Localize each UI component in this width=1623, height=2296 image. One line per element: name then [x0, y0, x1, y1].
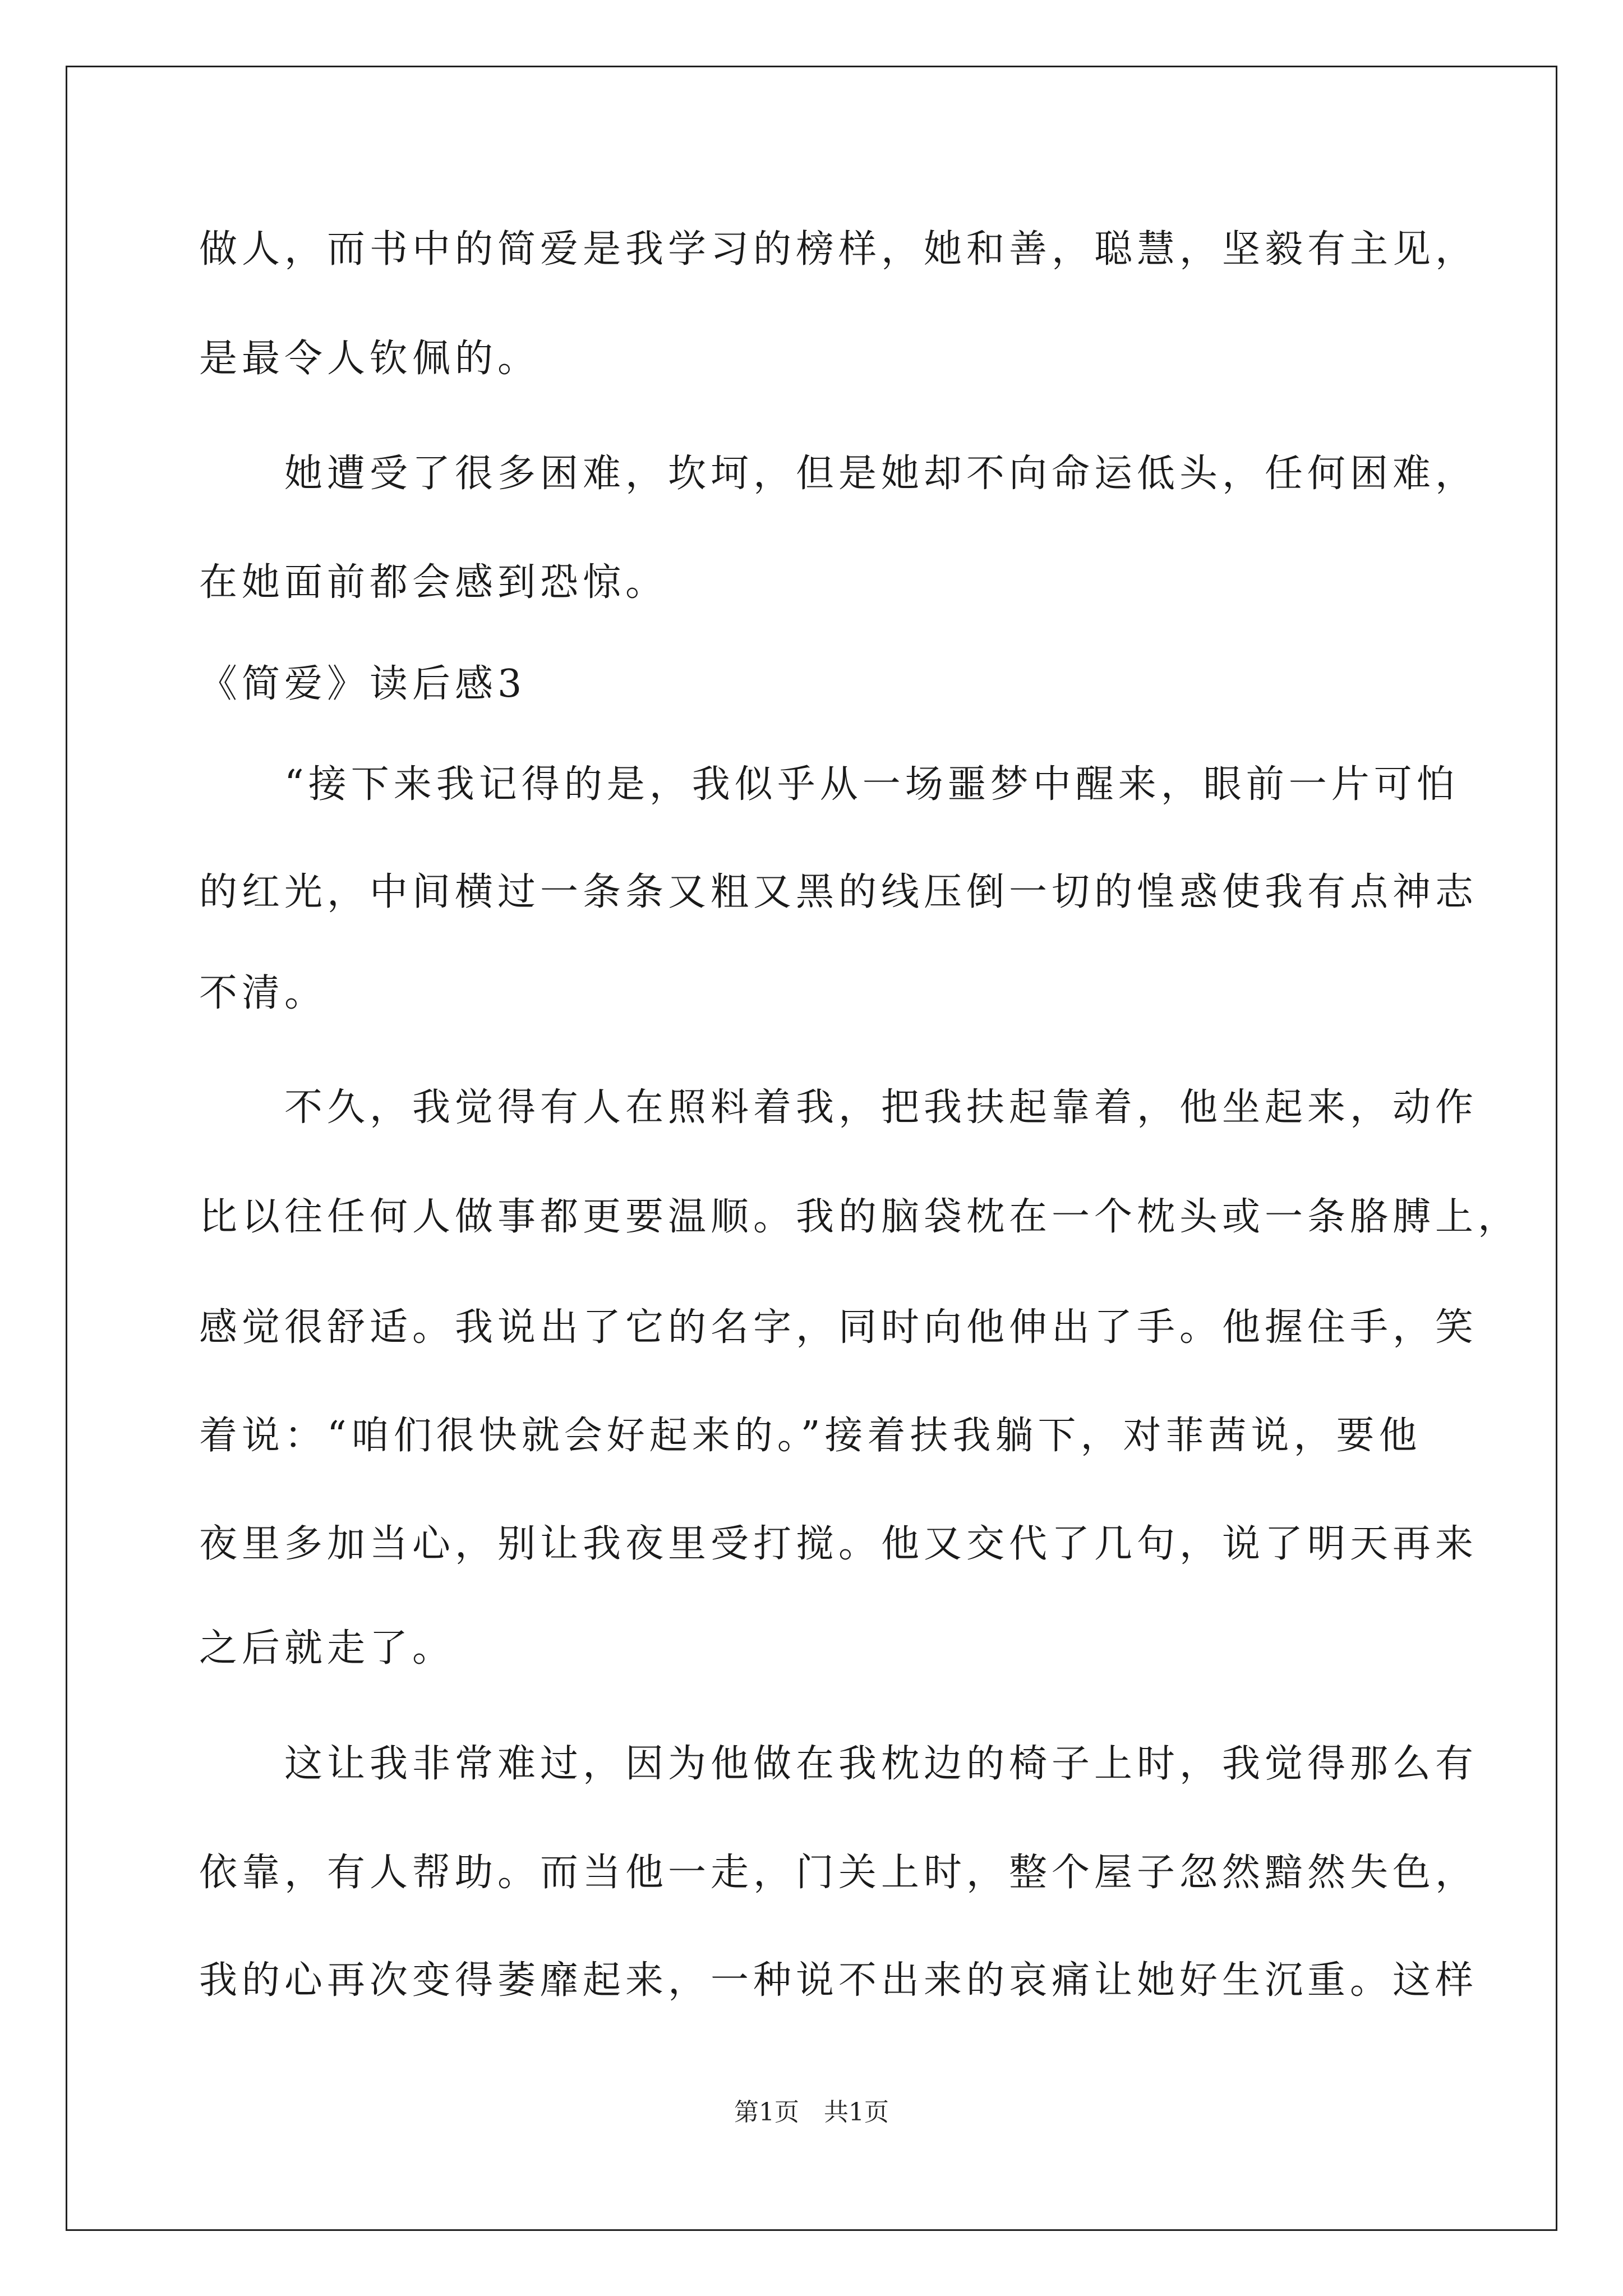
page-footer: 第1页 共1页: [734, 2098, 889, 2127]
text-line: 这让我非常难过，因为他做在我枕边的椅子上时，我觉得那么有: [199, 1742, 1478, 1786]
text-line: 感觉很舒适。我说出了它的名字，同时向他伸出了手。他握住手，笑: [199, 1305, 1478, 1350]
page-frame: [66, 66, 1557, 2231]
text-line: 的红光，中间横过一条条又粗又黑的线压倒一切的惶惑使我有点神志: [199, 870, 1478, 914]
text-line: 不清。: [199, 971, 328, 1015]
section-heading: 《简爱》读后感3: [199, 662, 527, 706]
text-line: 不久，我觉得有人在照料着我，把我扶起靠着，他坐起来，动作: [199, 1085, 1478, 1130]
text-line: 做人，而书中的简爱是我学习的榜样，她和善，聪慧，坚毅有主见，: [199, 227, 1478, 272]
text-line: 在她面前都会感到恐惊。: [199, 560, 668, 605]
text-line: 是最令人钦佩的。: [199, 337, 541, 381]
text-line: 比以往任何人做事都更要温顺。我的脑袋枕在一个枕头或一条胳膊上，: [199, 1195, 1521, 1239]
text-line: 依靠，有人帮助。而当他一走，门关上时，整个屋子忽然黯然失色，: [199, 1851, 1478, 1895]
text-line: “接下来我记得的是，我似乎从一场噩梦中醒来，眼前一片可怕: [199, 762, 1459, 807]
text-line: 之后就走了。: [199, 1626, 455, 1671]
text-line: 着说：“咱们很快就会好起来的。”接着扶我躺下，对菲茜说，要他: [199, 1414, 1422, 1458]
text-line: 我的心再次变得萎靡起来，一种说不出来的哀痛让她好生沉重。这样: [199, 1958, 1478, 2003]
text-line: 她遭受了很多困难，坎坷，但是她却不向命运低头，任何困难，: [199, 452, 1478, 496]
text-line: 夜里多加当心，别让我夜里受打搅。他又交代了几句，说了明天再来: [199, 1522, 1478, 1566]
